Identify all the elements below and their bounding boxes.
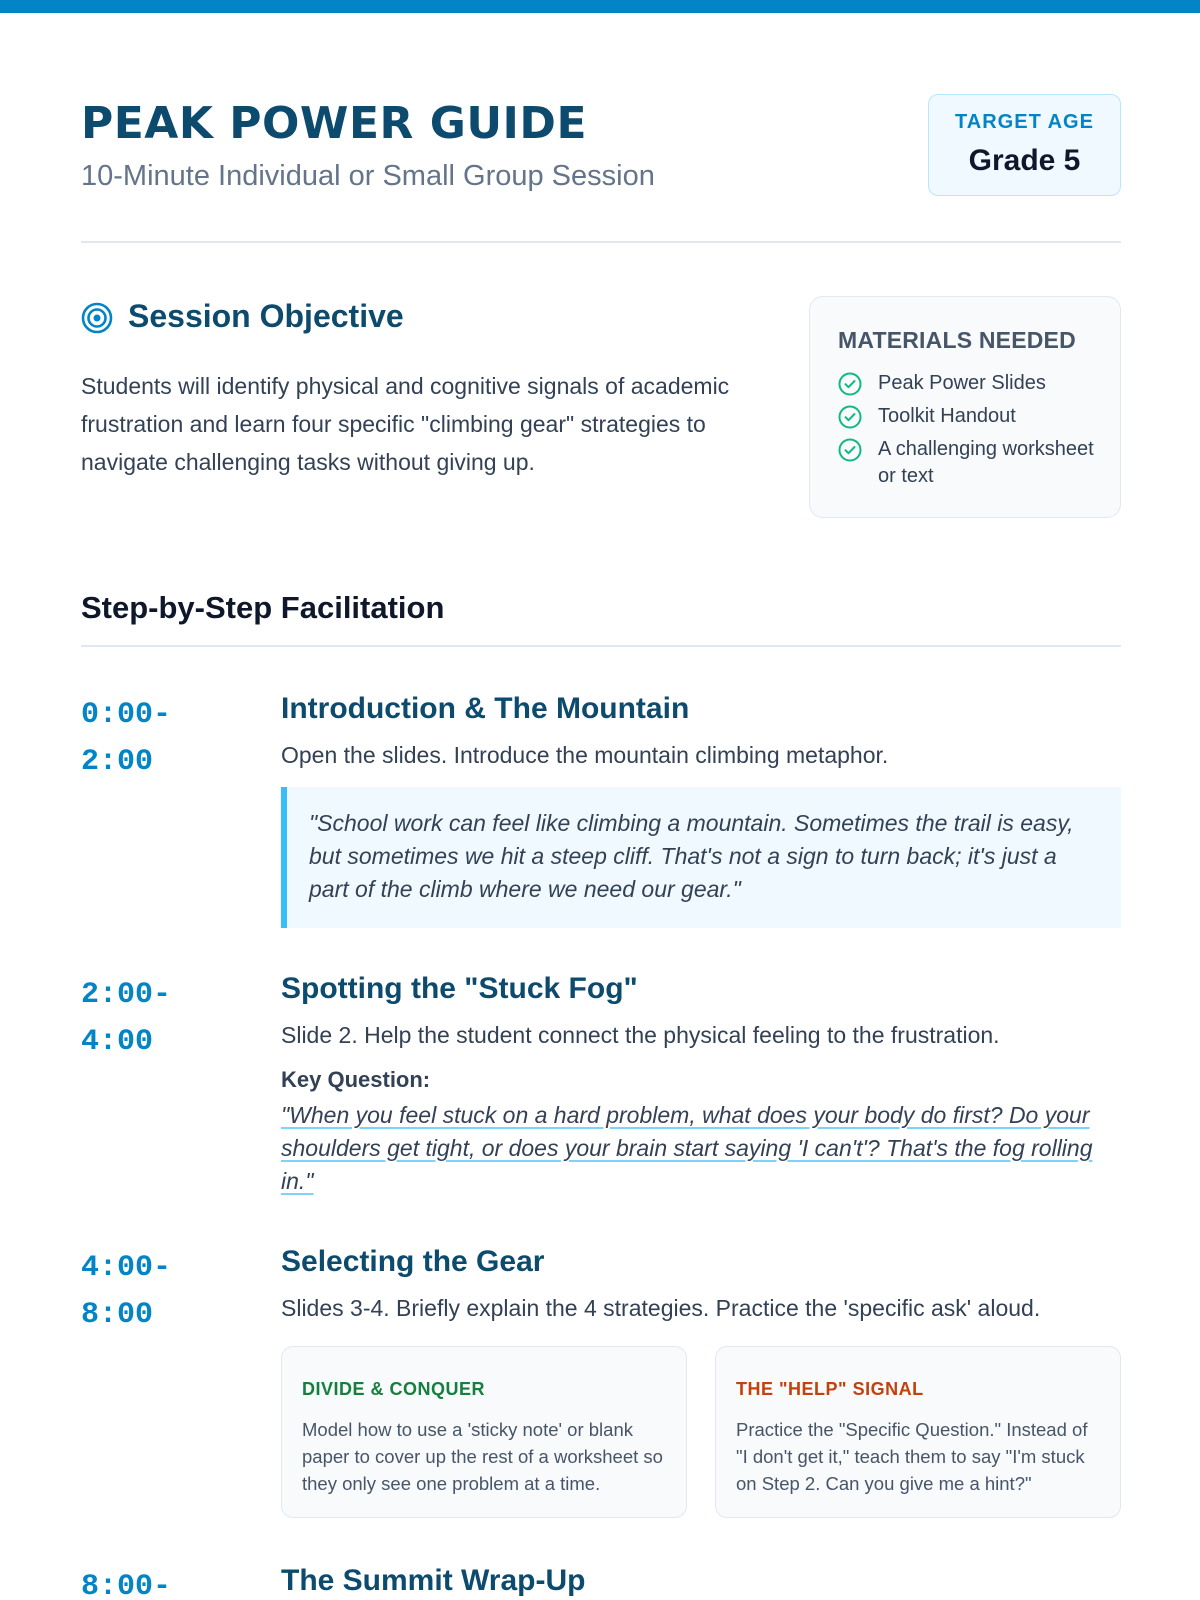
- step-selecting-gear: [281, 1245, 1121, 1518]
- material-item: [838, 403, 1098, 430]
- step-time-start: 0:00-: [81, 698, 172, 732]
- strategy-card-divide: [281, 1346, 687, 1518]
- step-stuck-fog: [281, 972, 1121, 1198]
- page-title: PEAK POWER GUIDE: [81, 98, 588, 149]
- step-time-end: 8:00: [81, 1298, 154, 1332]
- material-item: [838, 370, 1098, 397]
- step-time-end: 2:00: [81, 745, 154, 779]
- target-age-label: TARGET AGE: [955, 111, 1094, 133]
- step-title: Introduction & The Mountain: [281, 692, 690, 725]
- key-question: [281, 1099, 1121, 1198]
- step-time: [81, 1564, 231, 1600]
- material-item: [838, 436, 1098, 490]
- target-age-value: Grade 5: [968, 144, 1081, 177]
- step-time-start: 8:00-: [81, 1570, 172, 1600]
- key-question-label: Key Question:: [281, 1067, 431, 1092]
- step-title: Selecting the Gear: [281, 1245, 545, 1278]
- step-time-start: 2:00-: [81, 978, 172, 1012]
- step-description: Slide 2. Help the student connect the physical feeling to the frustration.: [281, 1022, 1000, 1048]
- step-time: [81, 972, 231, 1066]
- materials-title: MATERIALS NEEDED: [838, 327, 1076, 353]
- step-description: Open the slides. Introduce the mountain climbing metaphor.: [281, 742, 889, 768]
- page-header: [81, 94, 1121, 198]
- key-question-text: "When you feel stuck on a hard problem, what does your body do first? Do your shoulders get tight, or does your brain start saying 'I can't'? That's the fog rolling in.": [281, 1102, 1093, 1194]
- materials-list: [838, 370, 1120, 490]
- card-body: Practice the "Specific Question." Instead of "I don't get it," teach them to say "I'm stuck on Step 2. Can you give me a hint?": [736, 1419, 1088, 1494]
- material-item-label: Toolkit Handout: [878, 405, 1016, 427]
- objective-text: Students will identify physical and cognitive signals of academic frustration and learn four specific "climbing gear" strategies to navigate challenging tasks without giving up.: [81, 373, 730, 475]
- target-age-badge: [928, 94, 1121, 196]
- material-item-label: A challenging worksheet or text: [878, 438, 1094, 487]
- script-quote: "School work can feel like climbing a mountain. Sometimes the trail is easy, but sometimes we hit a steep cliff. That's not a sign to turn back; it's just a part of the climb where we need our gear.": [281, 787, 1121, 928]
- check-circle-icon: [838, 438, 862, 462]
- step-description: Slides 3-4. Briefly explain the 4 strategies. Practice the 'specific ask' aloud.: [281, 1295, 1041, 1321]
- header-divider: [81, 241, 1121, 243]
- check-circle-icon: [838, 372, 862, 396]
- top-accent-bar: [0, 0, 1200, 13]
- step-time-start: 4:00-: [81, 1251, 172, 1285]
- card-title: THE "HELP" SIGNAL: [736, 1379, 924, 1399]
- step-title: The Summit Wrap-Up: [281, 1564, 586, 1597]
- step-time: [81, 692, 231, 786]
- facilitation-divider: [81, 645, 1121, 647]
- facilitation-title: Step-by-Step Facilitation: [81, 590, 445, 625]
- material-item-label: Peak Power Slides: [878, 372, 1046, 394]
- step-title: Spotting the "Stuck Fog": [281, 972, 638, 1005]
- strategy-card-help: [715, 1346, 1121, 1518]
- materials-panel: [809, 296, 1121, 518]
- step-introduction: [281, 692, 1121, 928]
- target-icon: [81, 302, 113, 334]
- strategy-cards: [281, 1346, 1121, 1518]
- check-circle-icon: [838, 405, 862, 429]
- step-time: [81, 1245, 231, 1339]
- card-body: Model how to use a 'sticky note' or blank paper to cover up the rest of a worksheet so they only see one problem at a time.: [302, 1419, 663, 1494]
- page-subtitle: 10-Minute Individual or Small Group Session: [81, 160, 655, 192]
- step-summit-wrap-up: [281, 1564, 1121, 1598]
- objective-title: Session Objective: [128, 298, 404, 334]
- card-title: DIVIDE & CONQUER: [302, 1379, 486, 1399]
- step-time-end: 4:00: [81, 1025, 154, 1059]
